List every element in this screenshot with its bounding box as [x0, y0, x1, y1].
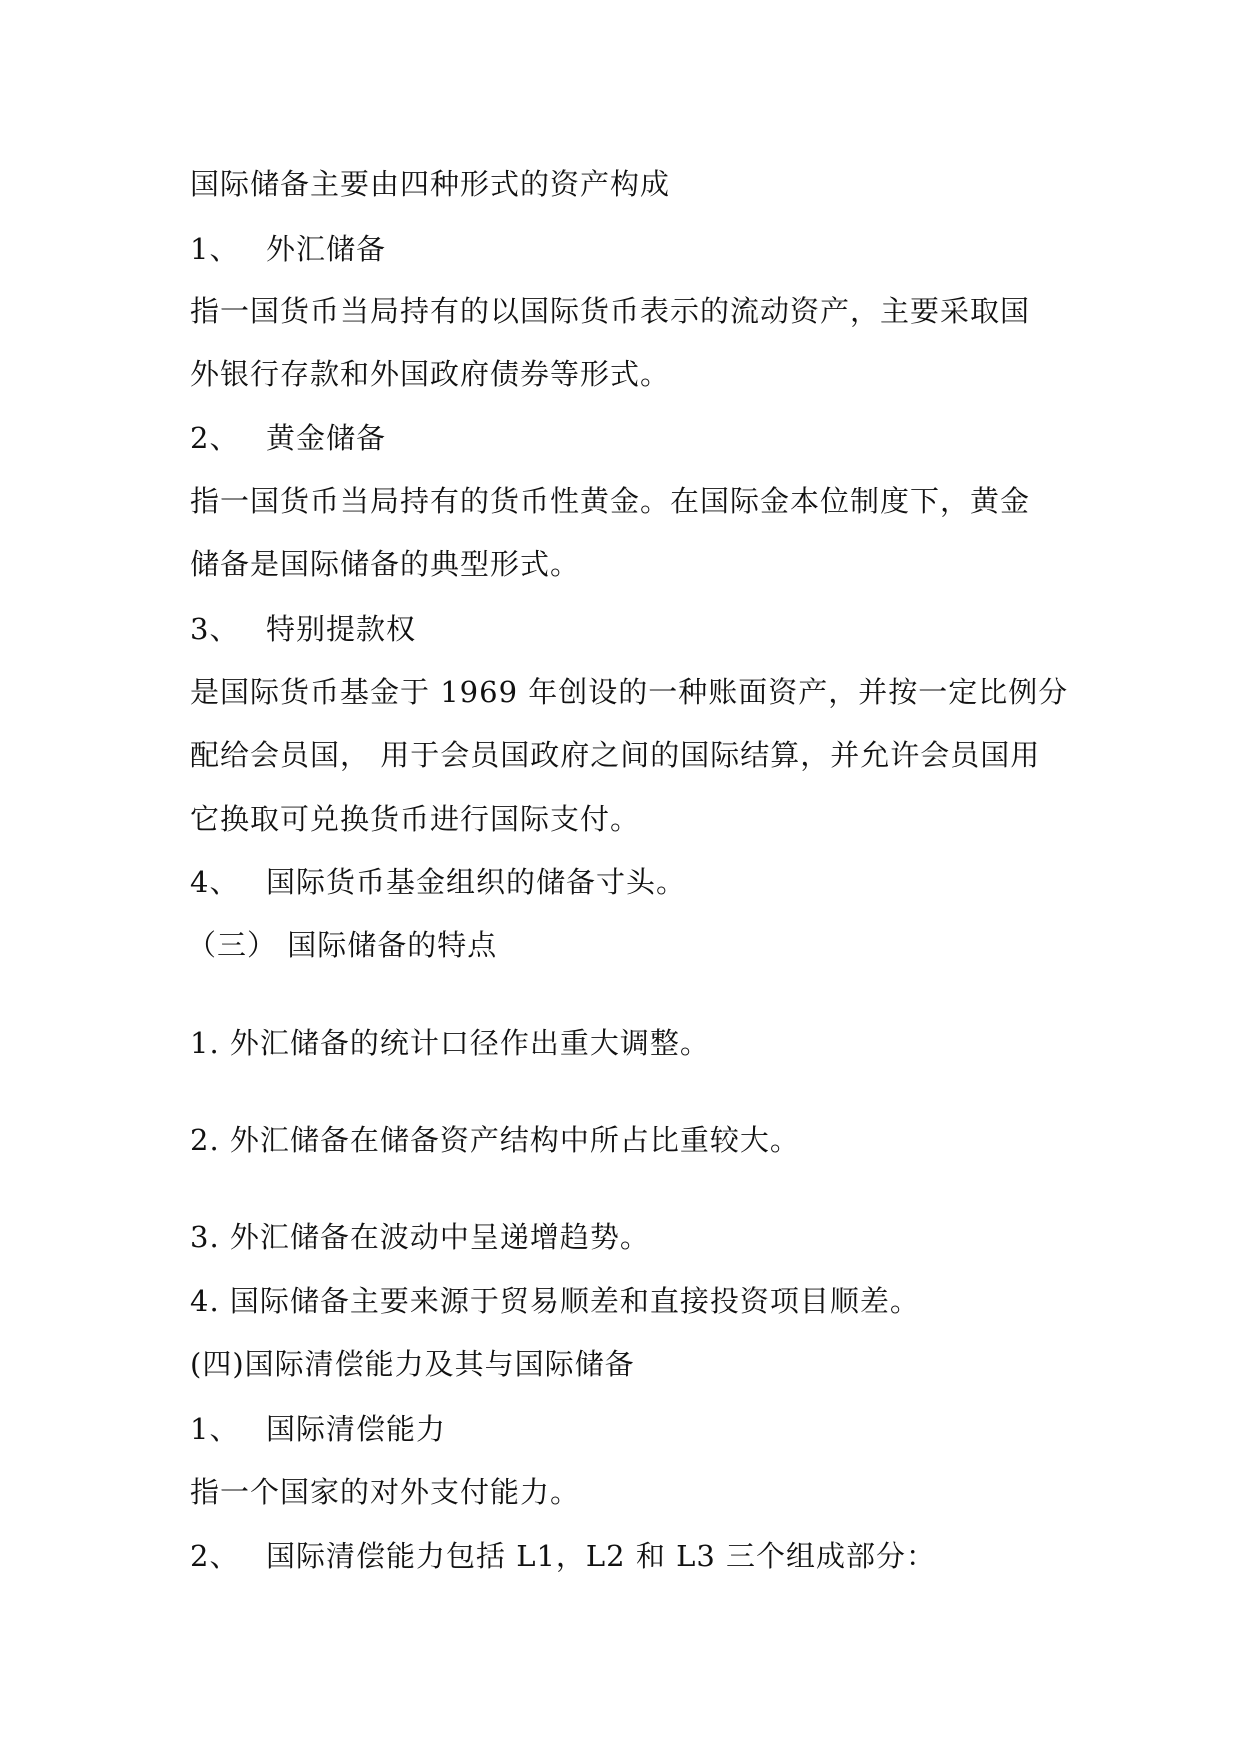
paragraph-line: 是国际货币基金于 1969 年创设的一种账面资产，并按一定比例分	[190, 675, 1069, 709]
paragraph-line: 指一国货币当局持有的以国际货币表示的流动资产，主要采取国	[190, 294, 1031, 328]
section-heading-features: （三） 国际储备的特点	[187, 928, 498, 962]
paragraph-line: 储备是国际储备的典型形式。	[190, 547, 581, 581]
section-heading-liquidity: (四)国际清偿能力及其与国际储备	[190, 1347, 635, 1381]
feature-item: 4. 国际储备主要来源于贸易顺差和直接投资项目顺差。	[190, 1284, 920, 1318]
item-heading-imf-reserve: 4、 国际货币基金组织的储备寸头。	[190, 862, 1070, 902]
item-heading-liquidity: 1、 国际清偿能力	[190, 1409, 1070, 1449]
item-number: 2、	[190, 421, 240, 455]
feature-item: 2. 外汇储备在储备资产结构中所占比重较大。	[190, 1123, 800, 1157]
item-number: 2、	[190, 1539, 240, 1573]
paragraph-line: 配给会员国， 用于会员国政府之间的国际结算，并允许会员国用	[190, 738, 1041, 772]
item-heading-gold: 2、 黄金储备	[190, 418, 1070, 458]
feature-item: 3. 外汇储备在波动中呈递增趋势。	[190, 1220, 650, 1254]
paragraph-line: 指一个国家的对外支付能力。	[190, 1475, 581, 1509]
feature-item: 1. 外汇储备的统计口径作出重大调整。	[190, 1026, 710, 1060]
item-number: 3、	[190, 612, 240, 646]
paragraph-line: 外银行存款和外国政府债券等形式。	[190, 357, 671, 391]
paragraph-line: 指一国货币当局持有的货币性黄金。在国际金本位制度下，黄金	[190, 484, 1031, 518]
item-heading-components: 2、 国际清偿能力包括 L1，L2 和 L3 三个组成部分：	[190, 1536, 1070, 1576]
item-heading-sdr: 3、 特别提款权	[190, 609, 1070, 649]
intro-line: 国际储备主要由四种形式的资产构成	[190, 167, 671, 201]
item-number: 1、	[190, 1412, 240, 1446]
item-heading-forex: 1、 外汇储备	[190, 229, 1070, 269]
paragraph-line: 它换取可兑换货币进行国际支付。	[190, 802, 641, 836]
item-number: 4、	[190, 865, 240, 899]
item-number: 1、	[190, 232, 240, 266]
